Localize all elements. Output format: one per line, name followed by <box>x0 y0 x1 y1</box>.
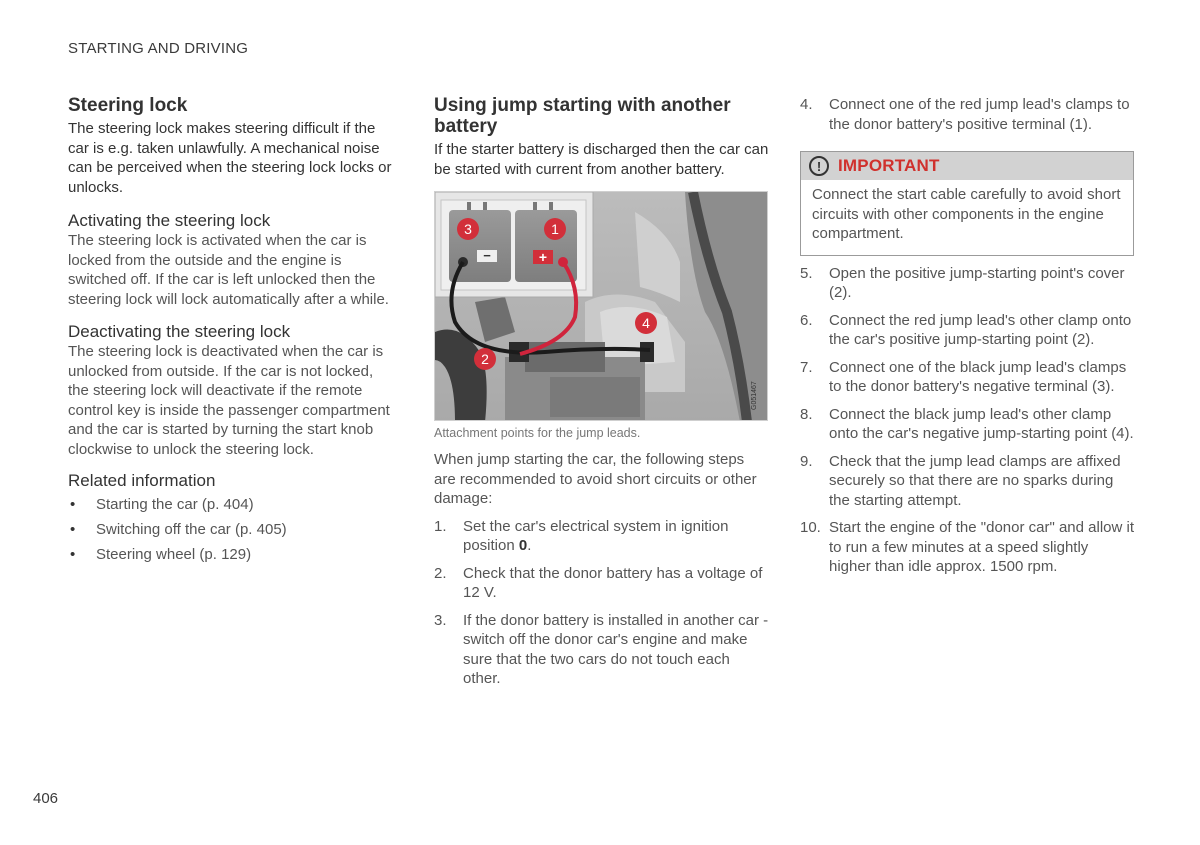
step-item <box>800 95 1134 134</box>
callout-4: 4 <box>642 315 650 331</box>
step-text-tail: . <box>527 537 532 554</box>
important-title: IMPORTANT <box>838 156 940 175</box>
step-item <box>800 518 1134 577</box>
step-number: 8. <box>800 405 813 423</box>
step-item <box>800 452 1134 511</box>
step-text: If the donor battery is installed in another car - switch off the donor car's engine and make sure that the two cars do not touch each other. <box>463 611 769 687</box>
subsection-text: The steering lock is deactivated when the car is unlocked from outside. If the car is not locked, the steering lock will deactivate if the remote control key is inside the passenger compartment and the car is started by turning the start knob clockwise to unlock the steering lock. <box>68 343 390 458</box>
step-item <box>434 564 769 603</box>
subsection-title: Deactivating the steering lock <box>68 322 291 341</box>
steps-intro: When jump starting the car, the following steps are recommended to avoid short circuits or other damage: <box>434 451 757 507</box>
related-link[interactable] <box>68 495 398 514</box>
related-link-label: Steering wheel (p. 129) <box>96 546 252 563</box>
section-intro: The steering lock makes steering difficult if the car is e.g. taken unlawfully. A mechanical noise can be perceived when the steering lock locks or unlocks. <box>68 120 392 196</box>
step-text: Check that the donor battery has a voltage of 12 V. <box>463 564 763 601</box>
steering-lock-section <box>68 95 398 570</box>
step-text: Connect the black jump lead's other clamp onto the car's negative jump-starting point (4). <box>829 405 1134 442</box>
step-text: Set the car's electrical system in ignition position <box>463 517 729 554</box>
page-number: 406 <box>33 790 59 807</box>
step-item <box>434 517 769 556</box>
figure-caption: Attachment points for the jump leads. <box>434 426 641 440</box>
related-link-label: Starting the car (p. 404) <box>96 496 254 513</box>
step-text: Check that the jump lead clamps are affixed securely so that there are no sparks during the starting attempt. <box>829 452 1121 509</box>
step-number: 3. <box>434 611 447 629</box>
step-number: 5. <box>800 264 813 282</box>
important-text: Connect the start cable carefully to avoid short circuits with other components in the engine compartment. <box>812 186 1121 242</box>
step-text: Open the positive jump-starting point's cover (2). <box>829 264 1125 301</box>
running-head: STARTING AND DRIVING <box>68 40 249 57</box>
section-title: Using jump starting with another battery <box>434 95 731 137</box>
section-title: Steering lock <box>68 95 188 116</box>
step-number: 4. <box>800 96 813 113</box>
related-info-title: Related information <box>68 471 216 490</box>
step-number: 7. <box>800 358 813 376</box>
bullet: • <box>70 546 76 563</box>
jump-start-steps-final <box>800 264 1134 577</box>
warning-icon: ! <box>809 156 829 176</box>
callout-2: 2 <box>481 351 489 367</box>
related-link[interactable] <box>68 520 398 539</box>
section-intro: If the starter battery is discharged then the car can be started with current from another battery. <box>434 141 769 178</box>
jump-leads-illustration <box>434 191 768 421</box>
related-info-list <box>68 495 398 564</box>
step-text: Connect one of the black jump lead's clamps to the donor battery's negative terminal (3). <box>829 358 1127 395</box>
step-item <box>800 264 1134 303</box>
step-number: 6. <box>800 311 813 329</box>
image-code: G051467 <box>751 381 758 410</box>
subsection-title: Activating the steering lock <box>68 211 271 230</box>
bullet: • <box>70 496 76 513</box>
step-number: 2. <box>434 564 447 582</box>
callout-3: 3 <box>464 221 472 237</box>
step-item <box>800 405 1134 444</box>
ignition-position-value: 0 <box>518 537 528 554</box>
step-item <box>800 311 1134 350</box>
jump-start-steps <box>434 517 769 689</box>
terminal-minus-symbol: − <box>483 248 491 263</box>
terminal-plus-symbol: + <box>538 249 548 265</box>
jump-starting-section <box>434 95 769 689</box>
important-header <box>801 152 1133 180</box>
step-text: Start the engine of the "donor car" and allow it to run a few minutes at a speed slightly higher than idle approx. 1500 rpm. <box>829 519 1135 575</box>
subsection-text: The steering lock is activated when the car is locked from the outside and the engine is switched off. If the car is left unlocked then the steering lock will lock automatically after a while. <box>68 232 389 308</box>
engine-bay-drawing <box>435 192 768 421</box>
jump-start-steps-continued <box>800 95 1134 134</box>
step-number: 1. <box>434 517 447 535</box>
bullet: • <box>70 521 76 538</box>
step-number: 9. <box>800 452 813 470</box>
related-link-label: Switching off the car (p. 405) <box>96 521 287 538</box>
jump-starting-continued <box>800 95 1134 577</box>
step-item <box>434 611 769 689</box>
step-number: 10. <box>800 519 821 536</box>
step-item <box>800 358 1134 397</box>
important-notice <box>800 151 1134 256</box>
step-text: Connect the red jump lead's other clamp onto the car's positive jump-starting point (2). <box>829 311 1132 348</box>
step-text: Connect one of the red jump lead's clamps to the donor battery's positive terminal (1). <box>829 96 1130 133</box>
related-link[interactable] <box>68 545 398 564</box>
callout-1: 1 <box>551 221 559 237</box>
